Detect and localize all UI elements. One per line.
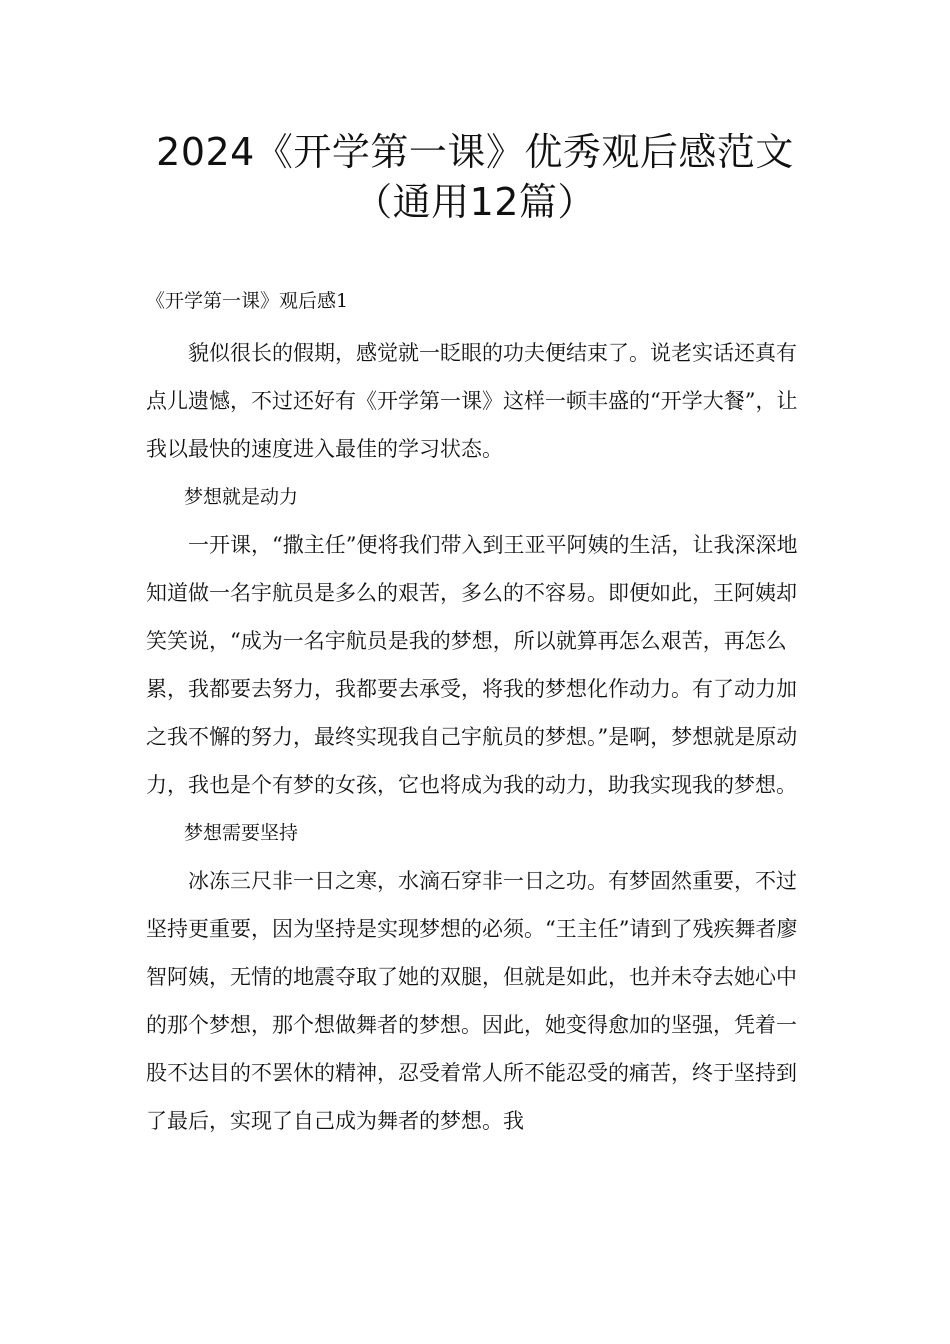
essay-heading: 《开学第一课》观后感1	[146, 290, 349, 312]
paragraph-dream-needs-persistence: 冰冻三尺非一日之寒，水滴石穿非一日之功。有梦固然重要，不过坚持更重要，因为坚持是实现梦想的必须。“王主任”请到了残疾舞者廖智阿姨，无情的地震夺取了她的双腿，但就是如此，也并未夺去她心中的那个梦想，那个想做舞者的梦想。因此，她变得愈加的坚强，凭着一股不达目的不罢休的精神，忍受着常人所不能忍受的痛苦，终于坚持到了最后，实现了自己成为舞者的梦想。我	[146, 869, 798, 1133]
essay-body	[146, 329, 810, 1145]
subheading-dream-is-motivation: 梦想就是动力	[184, 486, 299, 508]
subheading-dream-needs-persistence: 梦想需要坚持	[184, 822, 299, 844]
document-title-line-2: （通用12篇）	[354, 180, 596, 224]
paragraph-intro: 貌似很长的假期，感觉就一眨眼的功夫便结束了。说老实话还真有点儿遗憾，不过还好有《开学第一课》这样一顿丰盛的“开学大餐”，让我以最快的速度进入最佳的学习状态。	[146, 341, 798, 461]
paragraph-dream-is-motivation: 一开课，“撒主任”便将我们带入到王亚平阿姨的生活，让我深深地知道做一名宇航员是多么的艰苦，多么的不容易。即便如此，王阿姨却笑笑说，“成为一名宇航员是我的梦想，所以就算再怎么艰苦，再怎么累，我都要去努力，我都要去承受，将我的梦想化作动力。有了动力加之我不懈的努力，最终实现我自己宇航员的梦想。”是啊，梦想就是原动力，我也是个有梦的女孩，它也将成为我的动力，助我实现我的梦想。	[146, 533, 798, 797]
document-title-line-1: 2024《开学第一课》优秀观后感范文	[156, 130, 794, 174]
